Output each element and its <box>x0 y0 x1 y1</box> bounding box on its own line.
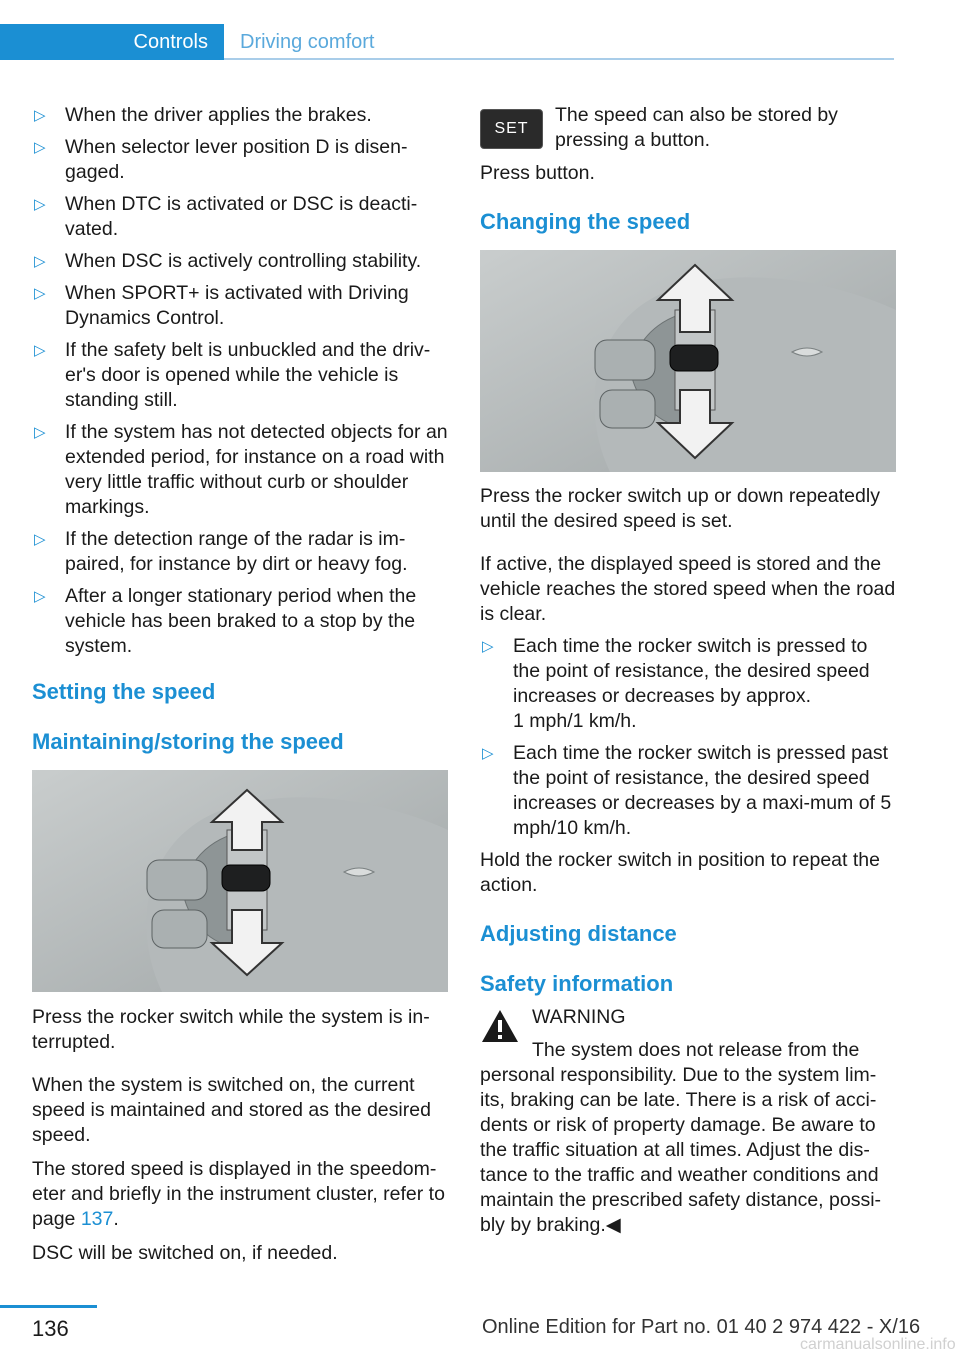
warning-title: WARNING <box>532 1006 626 1028</box>
paragraph-dsc: DSC will be switched on, if needed. <box>32 1242 338 1264</box>
list-item: ▷ If the safety belt is unbuckled and the driv‐er's door is opened while the vehicle is standing still. <box>34 339 431 411</box>
triangle-bullet-icon: ▷ <box>482 638 494 655</box>
set-button-icon: SET <box>480 109 543 149</box>
triangle-bullet-icon: ▷ <box>34 253 46 270</box>
page-number: 136 <box>32 1316 69 1341</box>
triangle-bullet-icon: ▷ <box>34 342 46 359</box>
section-tab-controls[interactable]: Controls <box>0 24 224 60</box>
set-description: The speed can also be stored by pressing a button. <box>555 104 838 151</box>
paragraph-hold-rocker: Hold the rocker switch in position to repeat the action. <box>480 849 880 896</box>
heading-maintaining-speed: Maintaining/storing the speed <box>32 729 344 754</box>
triangle-bullet-icon: ▷ <box>34 107 46 124</box>
heading-safety-information: Safety information <box>480 971 674 996</box>
deactivation-conditions-list <box>32 103 448 659</box>
list-item: ▷ Each time the rocker switch is pressed past the point of resistance, the desired speed increases or decreases by a maxi‐mum of 5 mph/10 km/h. <box>482 742 892 839</box>
header-rule <box>224 58 894 60</box>
list-item: ▷ When the driver applies the brakes. <box>34 104 372 126</box>
warning-body: The system does not release from the personal responsibility. Due to the system lim‐its, braking can be late. There is a risk of acci‐dents or risk of property damage. Be aware to the traffic situation at all times. Adjust the dis‐tance to the traffic and weather conditions and maintain the prescribed safety distance, possi‐bly by braking.◀ <box>480 1039 882 1236</box>
list-item: ▷ When DSC is actively controlling stability. <box>34 250 422 272</box>
page-header <box>0 24 894 60</box>
paragraph-press-rocker: Press the rocker switch while the system is in‐terrupted. <box>32 1006 430 1053</box>
rocker-behavior-list <box>480 634 896 841</box>
footer-rule <box>0 1305 97 1308</box>
right-column <box>480 103 896 1238</box>
heading-changing-speed: Changing the speed <box>480 209 691 234</box>
paragraph-if-active: If active, the displayed speed is stored and the vehicle reaches the stored speed when the road is clear. <box>480 553 896 625</box>
list-item: ▷ When DTC is activated or DSC is deacti‐vated. <box>34 193 418 240</box>
triangle-bullet-icon: ▷ <box>34 424 46 441</box>
warning-block <box>480 1005 896 1238</box>
list-item: ▷ When SPORT+ is activated with Driving Dynamics Control. <box>34 282 409 329</box>
page-reference-link[interactable]: 137 <box>80 1208 114 1230</box>
warning-body-first <box>480 1038 896 1238</box>
triangle-bullet-icon: ▷ <box>482 745 494 762</box>
triangle-bullet-icon: ▷ <box>34 139 46 156</box>
section-tab-driving-comfort[interactable]: Driving comfort <box>240 31 375 53</box>
list-item: ▷ If the system has not detected objects for an extended period, for instance on a road with very little traffic without curb or shoulder markings. <box>34 421 448 518</box>
triangle-bullet-icon: ▷ <box>34 196 46 213</box>
edition-note: Online Edition for Part no. 01 40 2 974 422 - X/16 <box>482 1316 921 1338</box>
watermark: carmanualsonline.info <box>800 1336 956 1353</box>
steering-wheel-rocker-updown-illustration <box>480 250 896 472</box>
set-button-row <box>480 103 896 158</box>
list-item: ▷ Each time the rocker switch is pressed to the point of resistance, the desired speed increases or decreases by approx. 1 mph/1 km/h. <box>482 635 870 732</box>
paragraph-stored-speed: The stored speed is displayed in the speedom‐eter and briefly in the instrument cluster, refer to page 137. <box>32 1158 445 1230</box>
heading-setting-speed: Setting the speed <box>32 679 216 704</box>
triangle-bullet-icon: ▷ <box>34 285 46 302</box>
paragraph-press-updown: Press the rocker switch up or down repeatedly until the desired speed is set. <box>480 485 880 532</box>
list-item: ▷ When selector lever position D is disen‐gaged. <box>34 136 408 183</box>
steering-wheel-rocker-illustration <box>32 770 448 992</box>
paragraph-switched-on: When the system is switched on, the current speed is maintained and stored as the desired speed. <box>32 1074 431 1146</box>
warning-triangle-icon <box>480 1008 520 1044</box>
list-item: ▷ If the detection range of the radar is im‐paired, for instance by dirt or heavy fog. <box>34 528 408 575</box>
left-column <box>32 103 448 1266</box>
heading-adjusting-distance: Adjusting distance <box>480 921 677 946</box>
triangle-bullet-icon: ▷ <box>34 588 46 605</box>
triangle-bullet-icon: ▷ <box>34 531 46 548</box>
paragraph-press-button: Press button. <box>480 162 595 184</box>
list-item: ▷ After a longer stationary period when the vehicle has been braked to a stop by the system. <box>34 585 417 657</box>
